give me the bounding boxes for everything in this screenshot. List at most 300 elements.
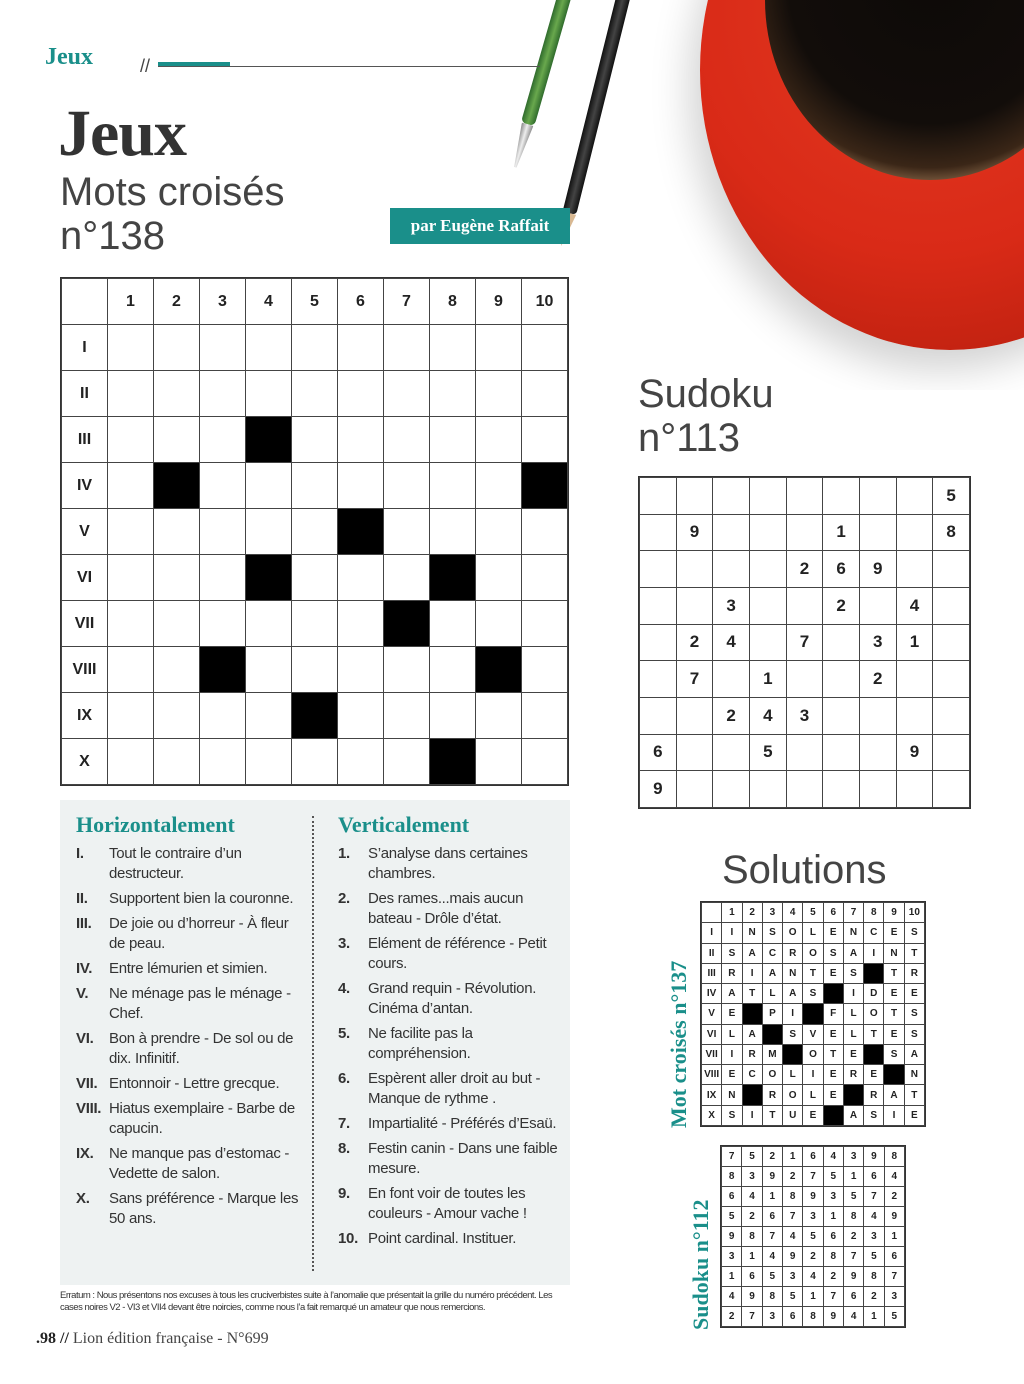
solution-sudoku-cell: 1	[722, 1267, 742, 1287]
solution-sudoku-cell: 2	[843, 1227, 863, 1247]
sudoku-cell	[896, 514, 933, 551]
solution-row	[702, 1065, 925, 1085]
solution-sudoku-cell: 7	[742, 1307, 762, 1327]
solution-sudoku-cell: 5	[803, 1227, 823, 1247]
clue-number: II.	[76, 890, 88, 907]
grid-cell	[108, 325, 154, 371]
sudoku-cell	[823, 661, 860, 698]
solution-letter: D	[864, 984, 884, 1004]
solution-sudoku-cell: 6	[722, 1187, 742, 1207]
vertical-clues	[338, 812, 563, 1254]
grid-cell	[384, 417, 430, 463]
grid-cell	[246, 601, 292, 647]
clue-text: Ne ménage pas le ménage - Chef.	[109, 985, 291, 1022]
sudoku-cell	[786, 478, 823, 515]
grid-cell	[476, 693, 522, 739]
solution-sudoku-cell: 9	[864, 1147, 884, 1167]
solution-sudoku-cell: 8	[843, 1207, 863, 1227]
clue-item	[76, 1099, 306, 1139]
solution-letter: I	[742, 963, 762, 983]
solution-black-cell	[742, 1004, 762, 1024]
solution-row-number: X	[702, 1105, 722, 1125]
solution-sudoku-cell: 6	[884, 1247, 904, 1267]
solution-letter: E	[904, 984, 924, 1004]
clue-number: 2.	[338, 890, 350, 907]
grid-cell	[522, 325, 568, 371]
solution-letter: I	[722, 1044, 742, 1064]
clue-number: 10.	[338, 1230, 358, 1247]
row-number: V	[62, 509, 108, 555]
sudoku-cell	[676, 478, 713, 515]
solution-letter: O	[803, 943, 823, 963]
solution-sudoku-cell: 5	[742, 1147, 762, 1167]
solution-letter: V	[803, 1024, 823, 1044]
solution-black-cell	[864, 963, 884, 983]
black-cell	[154, 463, 200, 509]
column-number: 9	[476, 279, 522, 325]
sudoku-row	[640, 587, 970, 624]
clue-text: Bon à prendre - De sol ou de dix. Infinitif.	[109, 1030, 294, 1067]
column-number: 3	[200, 279, 246, 325]
sudoku-cell	[823, 771, 860, 808]
sudoku-row	[640, 624, 970, 661]
sudoku-cell	[786, 514, 823, 551]
grid-cell	[476, 739, 522, 785]
solution-column-number: 2	[742, 903, 762, 923]
solution-sudoku-cell: 8	[722, 1167, 742, 1187]
grid-cell	[338, 417, 384, 463]
row-number: III	[62, 417, 108, 463]
sudoku-cell	[640, 514, 677, 551]
sudoku-cell	[713, 661, 750, 698]
sudoku-cell	[786, 771, 823, 808]
grid-cell	[292, 555, 338, 601]
sudoku-cell	[823, 697, 860, 734]
header-rule	[140, 56, 540, 76]
sudoku-cell	[640, 478, 677, 515]
solution-letter: I	[722, 923, 742, 943]
sudoku-cell	[859, 697, 896, 734]
solution-sudoku-row	[722, 1287, 905, 1307]
grid-row	[62, 647, 568, 693]
grid-cell	[154, 555, 200, 601]
sudoku-cell: 7	[676, 661, 713, 698]
grid-cell	[200, 325, 246, 371]
clue-text: Des rames...mais aucun bateau - Drôle d’état.	[368, 890, 524, 927]
solution-sudoku-cell: 7	[722, 1147, 742, 1167]
solution-letter: S	[722, 1105, 742, 1125]
vertical-heading: Verticalement	[338, 812, 470, 837]
solution-column-number: 7	[843, 903, 863, 923]
solution-letter: S	[904, 923, 924, 943]
solution-row	[702, 1105, 925, 1125]
grid-cell	[154, 739, 200, 785]
sudoku-cell	[933, 624, 970, 661]
solution-sudoku-cell: 6	[762, 1207, 782, 1227]
grid-row	[62, 555, 568, 601]
solution-letter: M	[762, 1044, 782, 1064]
solution-sudoku-cell: 5	[864, 1247, 884, 1267]
grid-cell	[108, 739, 154, 785]
solution-sudoku-cell: 4	[782, 1227, 802, 1247]
grid-cell	[384, 647, 430, 693]
sudoku-cell	[786, 661, 823, 698]
solution-sudoku-cell: 5	[782, 1287, 802, 1307]
solution-sudoku-cell: 9	[884, 1207, 904, 1227]
solution-letter: S	[803, 984, 823, 1004]
solution-letter: N	[884, 943, 904, 963]
clue-text: Impartialité - Préférés d’Esaü.	[368, 1115, 557, 1132]
solution-sudoku-row	[722, 1187, 905, 1207]
black-cell	[476, 647, 522, 693]
solution-letter: E	[843, 1044, 863, 1064]
crossword-solution-label: Mot croisés n°137	[666, 960, 691, 1128]
solution-black-cell	[823, 1105, 843, 1125]
solution-row	[702, 1004, 925, 1024]
sudoku-cell: 1	[749, 661, 786, 698]
solution-letter: L	[783, 1065, 803, 1085]
solution-sudoku-cell: 3	[742, 1167, 762, 1187]
sudoku-cell: 2	[786, 551, 823, 588]
sudoku-cell: 6	[823, 551, 860, 588]
solution-letter: R	[762, 1085, 782, 1105]
sudoku-cell	[859, 478, 896, 515]
solution-sudoku-cell: 4	[722, 1287, 742, 1307]
column-number: 6	[338, 279, 384, 325]
solution-letter: I	[783, 1004, 803, 1024]
sudoku-title	[638, 372, 774, 460]
grid-cell	[154, 601, 200, 647]
solution-sudoku-cell: 2	[823, 1267, 843, 1287]
grid-row	[62, 371, 568, 417]
solution-letter: E	[823, 923, 843, 943]
clue-text: Entonnoir - Lettre grecque.	[109, 1075, 280, 1092]
solution-black-cell	[864, 1044, 884, 1064]
black-cell	[292, 693, 338, 739]
solutions-title: Solutions	[722, 848, 887, 892]
solution-sudoku-cell: 4	[803, 1267, 823, 1287]
sudoku-solution-label: Sudoku n°112	[688, 1199, 713, 1330]
sudoku-solution-grid	[720, 1145, 906, 1328]
grid-cell	[476, 463, 522, 509]
grid-cell	[200, 371, 246, 417]
clue-item	[76, 1029, 306, 1069]
solution-letter: L	[803, 923, 823, 943]
solution-letter: T	[864, 1024, 884, 1044]
publication-name: Lion édition française - N°699	[72, 1330, 269, 1347]
sudoku-cell	[713, 734, 750, 771]
solution-corner	[702, 903, 722, 923]
solution-letter: E	[884, 923, 904, 943]
grid-cell	[430, 693, 476, 739]
black-cell	[246, 417, 292, 463]
clue-text: Grand requin - Révolution. Cinéma d’antan.	[368, 980, 537, 1017]
sudoku-cell	[713, 514, 750, 551]
sudoku-cell: 2	[823, 587, 860, 624]
grid-cell	[338, 693, 384, 739]
solution-sudoku-cell: 8	[782, 1187, 802, 1207]
solution-row-number: II	[702, 943, 722, 963]
grid-cell	[384, 555, 430, 601]
solution-letter: T	[823, 1044, 843, 1064]
sudoku-cell	[786, 734, 823, 771]
solution-letter: S	[823, 943, 843, 963]
sudoku-cell	[933, 697, 970, 734]
solution-sudoku-row	[722, 1207, 905, 1227]
solution-column-number: 9	[884, 903, 904, 923]
solution-letter: C	[742, 1065, 762, 1085]
clue-number: III.	[76, 915, 92, 932]
grid-cell	[154, 647, 200, 693]
clue-text: Entre lémurien et simien.	[109, 960, 268, 977]
clue-item	[338, 1069, 563, 1109]
solution-sudoku-cell: 2	[762, 1147, 782, 1167]
solution-row-number: IX	[702, 1085, 722, 1105]
sudoku-cell	[896, 697, 933, 734]
sudoku-row	[640, 478, 970, 515]
grid-cell	[384, 509, 430, 555]
solution-sudoku-cell: 3	[782, 1267, 802, 1287]
solution-sudoku-cell: 5	[722, 1207, 742, 1227]
grid-cell	[200, 463, 246, 509]
sudoku-cell	[933, 661, 970, 698]
solution-letter: L	[762, 984, 782, 1004]
clue-item	[76, 1189, 306, 1229]
solution-letter: L	[843, 1004, 863, 1024]
solution-letter: E	[722, 1004, 742, 1024]
grid-cell	[200, 417, 246, 463]
solution-letter: T	[803, 963, 823, 983]
solution-letter: N	[904, 1065, 924, 1085]
solution-letter: C	[762, 943, 782, 963]
crossword-title	[60, 170, 285, 258]
clue-number: 4.	[338, 980, 350, 997]
column-number: 10	[522, 279, 568, 325]
clue-item	[76, 959, 306, 979]
solution-column-number: 5	[803, 903, 823, 923]
grid-cell	[200, 509, 246, 555]
solution-letter: L	[843, 1024, 863, 1044]
grid-cell	[108, 693, 154, 739]
sudoku-cell: 4	[896, 587, 933, 624]
solution-sudoku-cell: 5	[823, 1167, 843, 1187]
solution-letter: S	[762, 923, 782, 943]
sudoku-cell	[896, 771, 933, 808]
solution-sudoku-cell: 4	[823, 1147, 843, 1167]
solution-sudoku-cell: 2	[803, 1247, 823, 1267]
solution-sudoku-cell: 9	[722, 1227, 742, 1247]
grid-row	[62, 601, 568, 647]
grid-cell	[200, 555, 246, 601]
solution-sudoku-cell: 8	[803, 1307, 823, 1327]
solution-sudoku-cell: 2	[782, 1167, 802, 1187]
clue-number: VIII.	[76, 1100, 102, 1117]
grid-row	[62, 463, 568, 509]
solution-sudoku-cell: 4	[742, 1187, 762, 1207]
page-title: Jeux	[58, 97, 186, 170]
clue-item	[338, 1184, 563, 1224]
grid-cell	[476, 555, 522, 601]
solution-sudoku-cell: 1	[843, 1167, 863, 1187]
solution-sudoku-cell: 6	[823, 1227, 843, 1247]
solution-black-cell	[884, 1065, 904, 1085]
sudoku-cell	[896, 478, 933, 515]
solution-letter: E	[904, 1105, 924, 1125]
solution-sudoku-cell: 9	[803, 1187, 823, 1207]
solution-letter: O	[864, 1004, 884, 1024]
solution-sudoku-cell: 7	[864, 1187, 884, 1207]
crossword-solution-grid	[700, 901, 926, 1127]
solution-sudoku-cell: 2	[722, 1307, 742, 1327]
row-number: IX	[62, 693, 108, 739]
solution-letter: R	[843, 1065, 863, 1085]
grid-cell	[246, 509, 292, 555]
solution-letter: A	[843, 943, 863, 963]
solution-sudoku-cell: 6	[742, 1267, 762, 1287]
solution-sudoku-row	[722, 1307, 905, 1327]
solution-letter: T	[904, 1085, 924, 1105]
grid-cell	[430, 509, 476, 555]
row-number: I	[62, 325, 108, 371]
sudoku-cell: 4	[749, 697, 786, 734]
solution-letter: A	[722, 984, 742, 1004]
clue-item	[76, 1074, 306, 1094]
solution-column-number: 10	[904, 903, 924, 923]
solution-letter: L	[803, 1085, 823, 1105]
grid-row	[62, 417, 568, 463]
grid-cell	[338, 371, 384, 417]
grid-cell	[200, 601, 246, 647]
solution-letter: S	[904, 1004, 924, 1024]
solution-letter: S	[864, 1105, 884, 1125]
solution-sudoku-row	[722, 1247, 905, 1267]
clue-number: IX.	[76, 1145, 94, 1162]
clue-text: Tout le contraire d’un destructeur.	[109, 845, 242, 882]
sudoku-cell	[640, 697, 677, 734]
sudoku-cell	[713, 551, 750, 588]
solution-letter: R	[904, 963, 924, 983]
grid-cell	[522, 601, 568, 647]
grid-cell	[246, 463, 292, 509]
clue-item	[338, 1114, 563, 1134]
solution-letter: E	[864, 1065, 884, 1085]
clue-number: X.	[76, 1190, 90, 1207]
solution-letter: R	[864, 1085, 884, 1105]
solution-sudoku-cell: 8	[823, 1247, 843, 1267]
solution-row-number: IV	[702, 984, 722, 1004]
sudoku-cell: 9	[676, 514, 713, 551]
solution-sudoku-cell: 6	[864, 1167, 884, 1187]
solution-row-number: V	[702, 1004, 722, 1024]
solution-sudoku-cell: 2	[884, 1187, 904, 1207]
sudoku-cell	[749, 771, 786, 808]
grid-cell	[430, 417, 476, 463]
grid-cell	[246, 325, 292, 371]
solution-letter: T	[884, 963, 904, 983]
solution-sudoku-cell: 8	[742, 1227, 762, 1247]
solution-letter: N	[722, 1085, 742, 1105]
sudoku-cell	[859, 587, 896, 624]
slash-ornament: //	[140, 56, 151, 76]
solution-letter: A	[904, 1044, 924, 1064]
solution-sudoku-cell: 9	[742, 1287, 762, 1307]
clue-item	[338, 1139, 563, 1179]
grid-cell	[338, 739, 384, 785]
grid-cell	[522, 555, 568, 601]
sudoku-cell	[896, 551, 933, 588]
black-cell	[338, 509, 384, 555]
solution-letter: E	[884, 1024, 904, 1044]
solution-sudoku-cell: 7	[823, 1287, 843, 1307]
grid-cell	[476, 417, 522, 463]
grid-cell	[108, 463, 154, 509]
grid-cell	[292, 601, 338, 647]
solution-letter: E	[823, 1085, 843, 1105]
horizontal-clues	[76, 812, 306, 1234]
erratum-note: Erratum : Nous présentons nos excuses à tous les cruciverbistes suite à l’anomalie que présentait la grille du numéro précédent. Les cases noires V2 - VI3 et VII4 devant être noircies, comme nous l’a fait remarqué un amateur que nous remercions.	[60, 1290, 553, 1313]
grid-corner	[62, 279, 108, 325]
black-cell	[430, 739, 476, 785]
clue-number: 6.	[338, 1070, 350, 1087]
grid-cell	[430, 601, 476, 647]
solution-letter: E	[884, 984, 904, 1004]
solution-row	[702, 1044, 925, 1064]
grid-row	[62, 739, 568, 785]
clue-text: En font voir de toutes les couleurs - Amour vache !	[368, 1185, 527, 1222]
column-number: 7	[384, 279, 430, 325]
grid-cell	[338, 601, 384, 647]
solution-black-cell	[742, 1085, 762, 1105]
solution-black-cell	[783, 1044, 803, 1064]
solution-row-number: I	[702, 923, 722, 943]
grid-cell	[522, 647, 568, 693]
solution-black-cell	[762, 1024, 782, 1044]
grid-cell	[108, 601, 154, 647]
solution-letter: S	[843, 963, 863, 983]
grid-cell	[292, 647, 338, 693]
solution-letter: I	[884, 1105, 904, 1125]
solution-letter: N	[742, 923, 762, 943]
row-number: VIII	[62, 647, 108, 693]
clue-item	[76, 984, 306, 1024]
solution-sudoku-cell: 6	[803, 1147, 823, 1167]
sudoku-title-line2: n°113	[638, 416, 741, 460]
solution-row	[702, 963, 925, 983]
grid-cell	[522, 417, 568, 463]
clue-divider	[312, 816, 314, 1271]
solution-sudoku-cell: 4	[884, 1167, 904, 1187]
solution-letter: I	[843, 984, 863, 1004]
grid-cell	[384, 739, 430, 785]
solution-row-number: VIII	[702, 1065, 722, 1085]
sudoku-cell	[933, 551, 970, 588]
grid-cell	[338, 555, 384, 601]
solution-sudoku-cell: 1	[742, 1247, 762, 1267]
grid-cell	[522, 371, 568, 417]
solution-sudoku-cell: 5	[884, 1307, 904, 1327]
sudoku-cell: 8	[933, 514, 970, 551]
solution-sudoku-row	[722, 1147, 905, 1167]
grid-cell	[154, 417, 200, 463]
sudoku-cell: 3	[859, 624, 896, 661]
page-footer	[36, 1330, 269, 1348]
solution-letter: E	[803, 1105, 823, 1125]
sudoku-row	[640, 771, 970, 808]
clue-number: IV.	[76, 960, 93, 977]
crossword-title-line1: Mots croisés	[60, 170, 285, 214]
solution-sudoku-cell: 7	[884, 1267, 904, 1287]
solution-sudoku-cell: 7	[803, 1167, 823, 1187]
